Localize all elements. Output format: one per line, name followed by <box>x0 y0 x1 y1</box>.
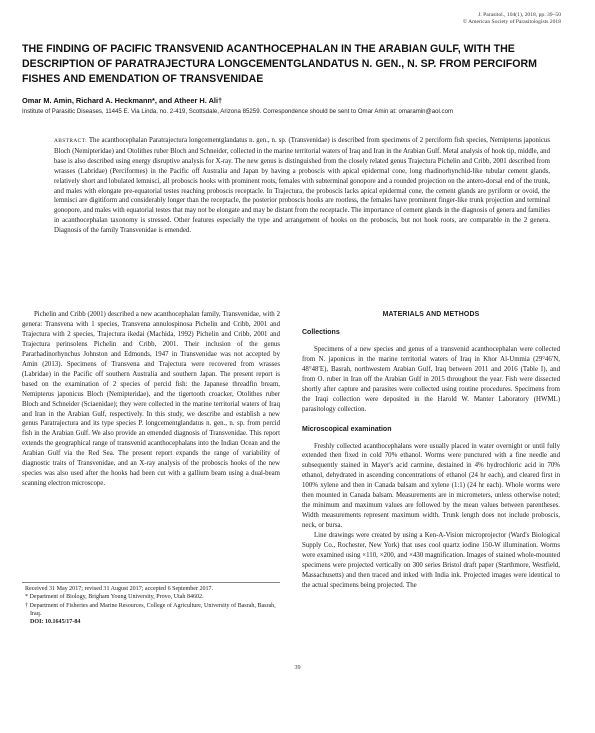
footnote-divider <box>22 582 280 583</box>
received-dates: Received 31 May 2017; revised 31 August 2017; accepted 6 September 2017. <box>25 586 214 592</box>
microscopy-paragraph-1: Freshly collected acanthocephalans were usually placed in water overnight or until fully extended then fixed in cold 70% ethanol. Worms were punctured with a fine needle and subsequently stained in Mayer's acid carmine, destained in 4% hydrochloric acid in 70% ethanol, dehydrated in ascending concentrations of ethanol (24 hr each), and cleared first in 100% xylene and then in Canada balsam and xylene (1:1) (24 hr each). Whole worms were then mounted in Canada balsam. Measurements are in micrometers, unless otherwise noted; the minimum and maximum values are followed by the mean values between parentheses. Width measurements represent maximum width. Trunk length does not include proboscis, neck, or bursa. <box>302 442 560 530</box>
right-column <box>302 310 560 591</box>
collections-paragraph: Specimens of a new species and genus of a transvenid acanthocephalan were collected from N. japonicus in the marine territorial waters of Iraq in Khor Al-Ummia (29°46′N, 48°48′E), Basrah, northwestern Arabian Gulf, Iraq between 2011 and 2016 (Table I), and from O. ruber in Iran off the Arabian Gulf in 2015 throughout the year. Fish were dissected shortly after capture and parasites were collected using routine procedures. Specimens from the Iraqi collection were deposited in the Harold W. Manter Laboratory (HWML) parasitology collection. <box>302 345 560 413</box>
microscopy-paragraph-2: Line drawings were created by using a Ken-A-Vision microprojector (Ward's Biological Supply Co., Rochester, New York) that uses cool quartz iodine 150-W illumination. Worms were examined using ×110, ×200, and ×430 magnification. Images of stained whole-mounted specimens were projected vertically on 300 series Bristol draft paper (Starthmore, Westfield, Massachusetts) and then traced and inked with India ink. Projected images were identical to the actual specimens being projected. The <box>302 532 560 589</box>
section-heading-materials-methods: MATERIALS AND METHODS <box>382 311 480 318</box>
article-title: THE FINDING OF PACIFIC TRANSVENID ACANTHOCEPHALAN IN THE ARABIAN GULF, WITH THE DESCRIPTION OF PARATRAJECTURA LONGCEMENTGLANDATUS N. GEN., N. SP. FROM PERCIFORM FISHES AND EMENDATION OF TRANSVENIDAE <box>22 43 537 85</box>
footnote-byu: * Department of Biology, Brigham Young University, Provo, Utah 84602. <box>25 594 204 601</box>
subsection-heading-collections: Collections <box>302 328 340 336</box>
footnote-basrah: † Department of Fisheries and Marine Resources, College of Agriculture, University of Basrah, Basrah, Iraq. <box>25 602 276 617</box>
journal-copyright: © American Society of Parasitologists 2018 <box>462 19 561 25</box>
subsection-heading-microscopy: Microscopical examination <box>302 425 392 433</box>
footnotes <box>22 582 280 626</box>
journal-citation: J. Parasitol., 104(1), 2018, pp. 39–50 <box>478 12 561 18</box>
author-affiliation: Institute of Parasitic Diseases, 11445 E. Via Linda, no. 2-419, Scottsdale, Arizona 85259. Correspondence should be sent to Omar Amin at: omaramin@aol.com <box>22 108 454 115</box>
journal-header <box>301 12 561 26</box>
introduction-paragraph: Pichelin and Cribb (2001) described a new acanthocephalan family, Transvenidae, with 2 genera: Transvena with 1 species, Transvena annulospinosa Pichelin and Cribb, 2001 and Trajectura with 2 species, Trajectura ikedai (Machida, 1992) Pichelin and Cribb, 2001 and Trajectura perinsolens Pichelin and Cribb, 2001. Their inclusion of the genus Pararhadinorhynchus Johnston and Edmonds, 1947 in Transvenidae was not accepted by Amin (2013). Specimens of Transvena and Trajectura were recovered from wrasses (Labridae) in the Pacific off southern Australia and southern Japan. The present report is based on the examination of 2 species of percid fish: the Japanese threadfin bream, Nemipterus japonicus Bloch (Nemipteridae), and the tigertooth croacker, Otolithes ruber Bloch and Schneider (Sciaenidae); they were collected in the marine territorial waters of Iraq and Iran in the Arabian Gulf, respectively. In this study, we describe and establish a new genus Paratrajectura and its type species P. longcementglandatus n. gen., n. sp. from percid fish in the Arabian Gulf. We also provide an emended diagnosis of Transvenidae. This report extends the geographical range of transvenid acanthocephalans into the Indian Ocean and the Arabian Gulf via the Red Sea. The present report expands the range of variability of diagnostic traits of Transvenidae, and an X-ray analysis of the proboscis hooks of the new species was also used after the hooks had been cut with a gallium beam using a dual-beam scanning electron microscope. <box>22 311 280 488</box>
author-list: Omar M. Amin, Richard A. Heckmann*, and Atheer H. Ali† <box>22 96 223 105</box>
abstract-text: The acanthocephalan Paratrajectura longcementglandatus n. gen., n. sp. (Transvenidae) is described from specimens of 2 perciform fish species, Nemipterus japonicus Bloch (Nemipteridae) and Otolithes ruber Bloch and Schneider, collected in the marine territorial waters of Iraq and Iran in the Arabian Gulf. Metal analysis of hook tip, middle, and base is also described using energy disruptive analysis for X-ray. The new genus is distinguished from the closely related genus Trajectura Pichelin and Cribb, 2001 described from wrasses (Labridae) (Perciformes) in the Pacific off Australia and Japan by having a proboscis with apical epidermal cone, long rhadinorhynchid-like tubular cement glands, relatively short and lobulated lemnisci, all proboscis hooks with prominent roots, females with subterminal gonopore and a rounded projection on the antero-dorsal end of the trunk, and males with elongate pre-equatorial testes reaching proboscis receptacle. In Trajectura, the proboscis lacks apical epidermal cone, the cement glands are pyriform or ovoid, the lemnisci are digitiform and considerably longer than the receptacle, the posterior proboscis hooks are rootless, the females have prominent finger-like trunk projection and terminal gonopore, and males with equatorial testes that may not be elongate and may be distant from the receptacle. The importance of cement glands in the diagnosis of genera and families in acanthocephalan taxonomy is stressed. Other features especially the type and arrangement of hooks on the proboscis, but not hook roots, are comparable in the 2 genera. Diagnosis of the family Transvenidae is emended. <box>54 137 550 235</box>
page-number: 39 <box>294 664 301 671</box>
abstract <box>54 136 550 236</box>
abstract-label: ABSTRACT: <box>54 138 87 144</box>
left-column <box>22 310 280 489</box>
doi-line: DOI: 10.1645/17-84 <box>30 619 81 626</box>
